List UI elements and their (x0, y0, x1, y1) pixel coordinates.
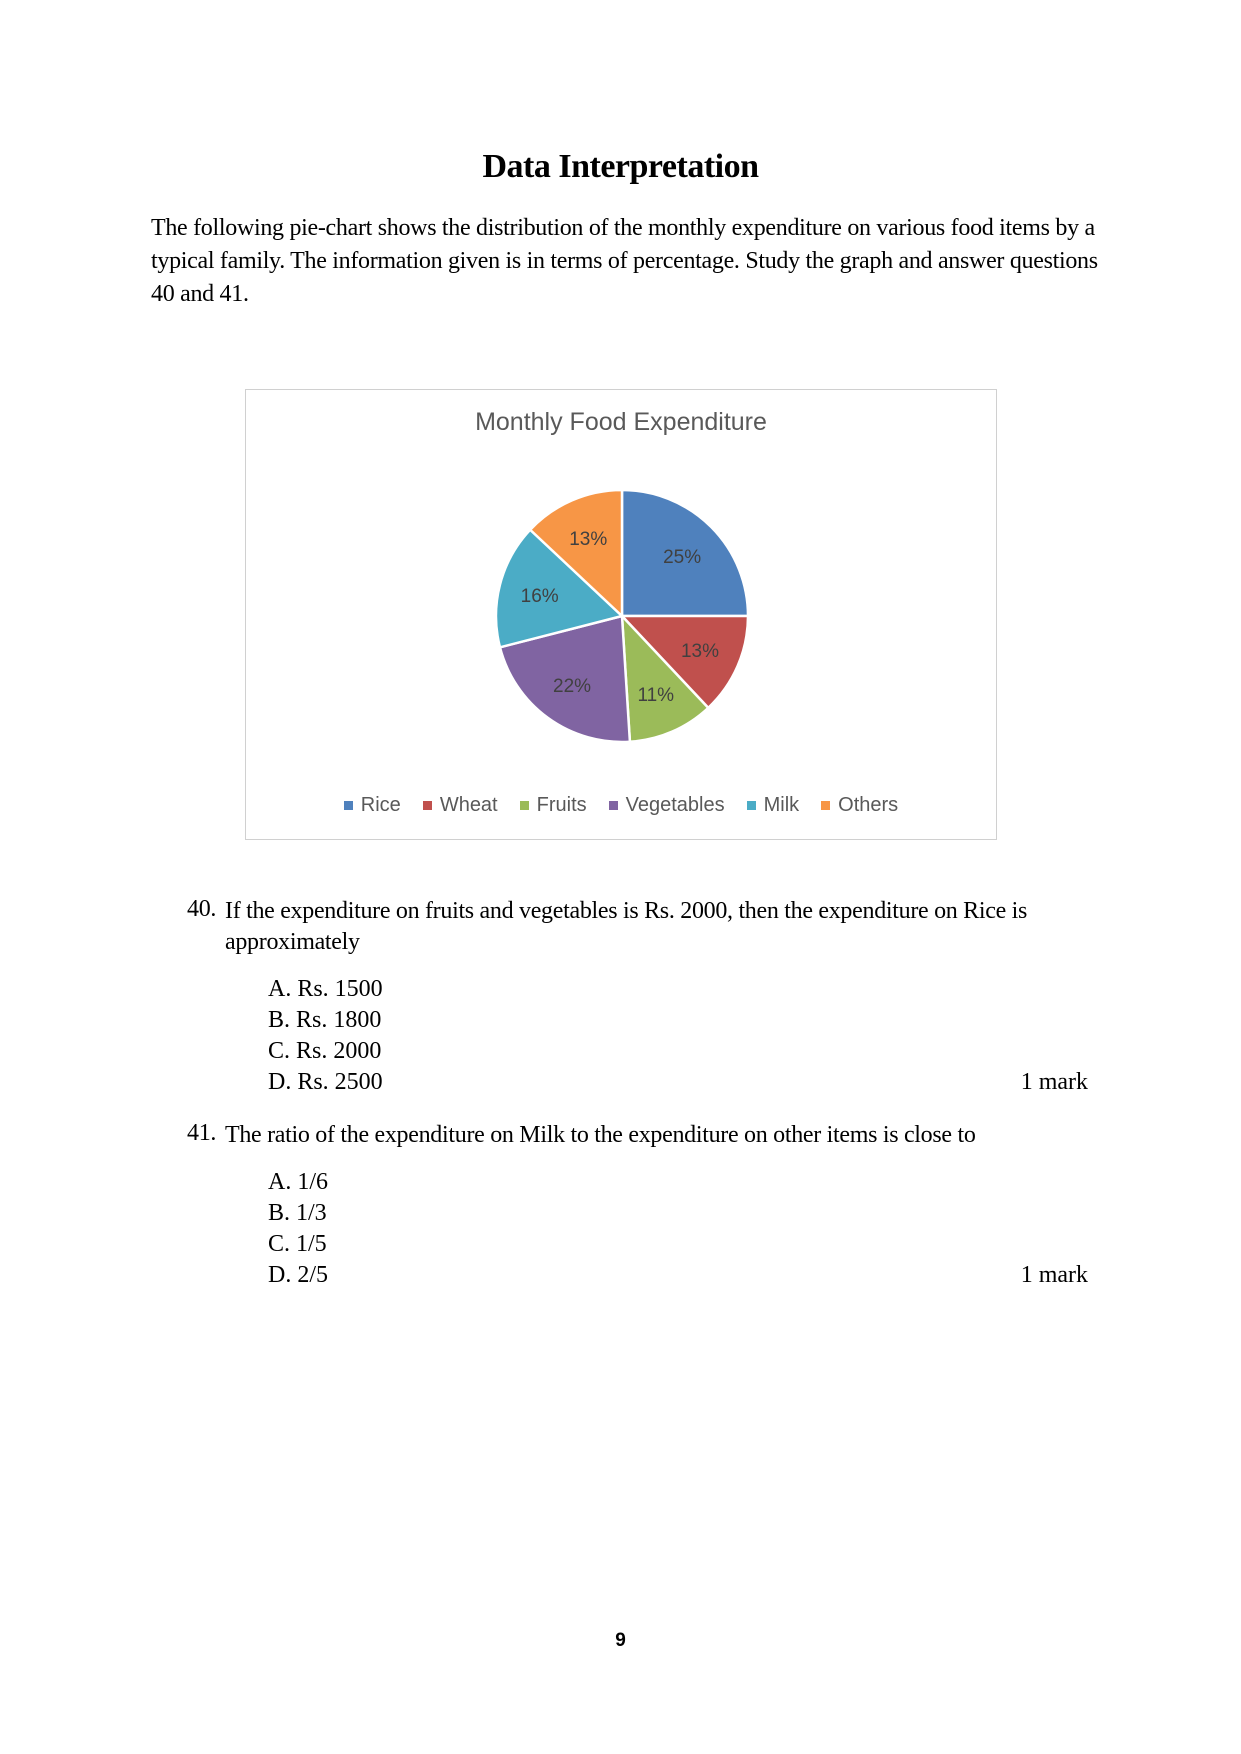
question-40 (187, 896, 1028, 955)
legend-label: Milk (763, 794, 800, 816)
marks-label: 1 mark (1020, 1069, 1088, 1095)
chart-legend (246, 794, 996, 817)
option-d: D. Rs. 2500 (268, 1069, 383, 1095)
option-b: B. 1/3 (268, 1200, 327, 1226)
data-label-wheat: 13% (680, 640, 720, 662)
data-label-milk: 16% (520, 585, 559, 607)
pie-chart-panel (245, 389, 997, 840)
legend-swatch (423, 801, 432, 810)
legend-swatch (747, 801, 756, 810)
legend-item-wheat (423, 794, 498, 817)
legend-label: Fruits (536, 794, 587, 816)
option-c: C. 1/5 (268, 1231, 327, 1257)
legend-label: Rice (360, 794, 401, 816)
data-label-vegetables: 22% (553, 675, 592, 697)
option-d: D. 2/5 (268, 1262, 328, 1288)
option-a: A. Rs. 1500 (268, 976, 383, 1002)
legend-swatch (520, 801, 529, 810)
option-b: B. Rs. 1800 (268, 1007, 382, 1033)
chart-title: Monthly Food Expenditure (475, 408, 767, 436)
legend-label: Vegetables (625, 794, 725, 816)
legend-item-vegetables (609, 794, 725, 817)
legend-label: Others (838, 794, 899, 816)
page-title: Data Interpretation (482, 148, 759, 185)
intro-paragraph: The following pie-chart shows the distribution of the monthly expenditure on various food items by a typical family. The information given is in terms of percentage. Study the graph and answer questions 40 and 41. (151, 215, 1098, 307)
question-number: 41. (187, 1120, 217, 1146)
legend-swatch (821, 801, 830, 810)
legend-swatch (344, 801, 353, 810)
legend-item-milk (747, 794, 800, 817)
legend-item-rice (344, 794, 401, 817)
legend-label: Wheat (439, 794, 498, 816)
data-label-rice: 25% (663, 546, 702, 568)
pie-chart (246, 390, 998, 841)
question-number: 40. (187, 896, 217, 922)
data-label-others: 13% (569, 528, 608, 550)
page-number: 9 (615, 1630, 626, 1651)
option-a: A. 1/6 (268, 1169, 328, 1195)
data-label-fruits: 11% (637, 685, 675, 707)
legend-swatch (609, 801, 618, 810)
option-c: C. Rs. 2000 (268, 1038, 382, 1064)
question-text: If the expenditure on fruits and vegetables is Rs. 2000, then the expenditure on Rice is approximately (225, 898, 1028, 955)
question-text: The ratio of the expenditure on Milk to the expenditure on other items is close to (225, 1122, 976, 1148)
legend-item-others (821, 794, 898, 817)
legend-item-fruits (520, 794, 587, 817)
question-41 (187, 1120, 976, 1148)
marks-label: 1 mark (1020, 1262, 1088, 1288)
